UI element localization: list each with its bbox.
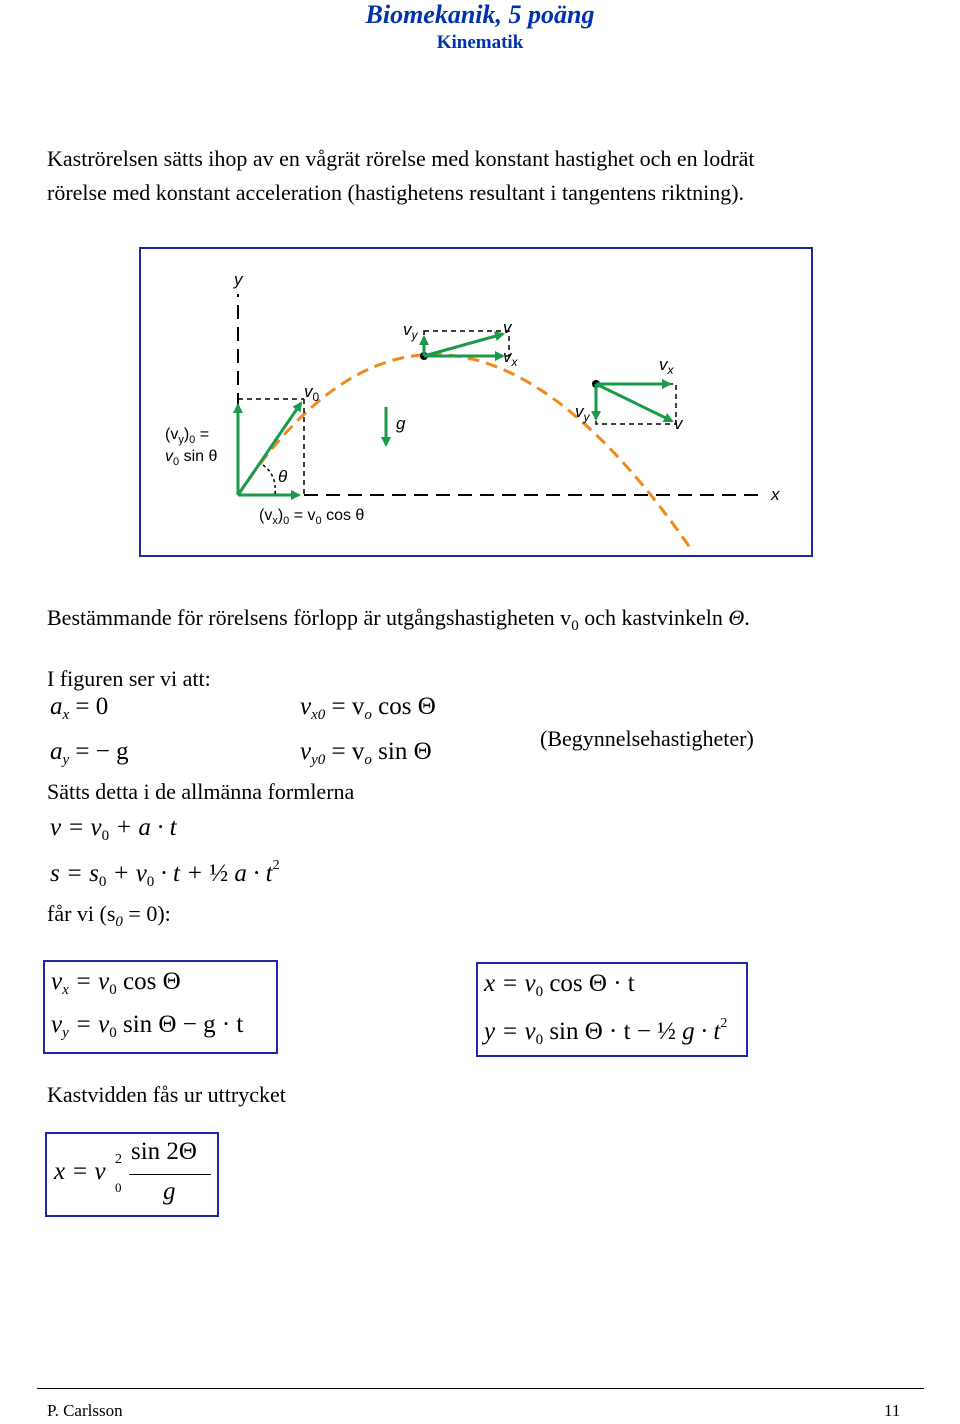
label-top-vx: $v_x$ xyxy=(503,347,518,369)
eq-ay: $a_y$ = − g xyxy=(50,738,129,768)
eq-ax: $a_x = 0$ xyxy=(50,693,109,723)
footer-rule xyxy=(37,1388,924,1389)
range-numerator: sin 2Θ xyxy=(131,1138,197,1165)
range-denominator: g xyxy=(163,1178,176,1205)
right-v-arrow xyxy=(596,384,672,421)
range-box xyxy=(45,1132,219,1217)
statement-end: . xyxy=(744,605,750,630)
intro-line-2: rörelse med konstant acceleration (hastighetens resultant i tangentens riktning). xyxy=(47,180,745,205)
eq-vx: $v_x = v_0$ cos Θ xyxy=(51,968,181,998)
velocity-box xyxy=(43,960,278,1054)
eq-vx0: $v_{x0} = v_o$ cos Θ xyxy=(300,693,436,723)
label-theta: θ xyxy=(278,467,288,486)
projectile-diagram xyxy=(141,249,811,555)
initial-velocity-note: (Begynnelsehastigheter) xyxy=(540,726,754,751)
projectile-figure xyxy=(139,247,813,557)
v0-arrow xyxy=(238,403,301,495)
label-g: g xyxy=(396,414,406,433)
statement-text2: och kastvinkeln xyxy=(578,605,729,630)
range-fraction-bar xyxy=(129,1174,211,1175)
range-sub: 0 xyxy=(115,1180,122,1195)
statement-sub: 0 xyxy=(571,618,579,634)
label-right-vx: $v_x$ xyxy=(659,355,674,377)
eq-vy: $v_y = v_0$ sin Θ − g · t xyxy=(51,1011,244,1041)
theta-arc xyxy=(263,465,275,495)
label-vx0: $(v_x)_0 = v_0$ cos θ xyxy=(259,507,365,527)
intro-paragraph xyxy=(47,142,754,210)
range-sup: 2 xyxy=(115,1152,122,1167)
label-v0: $v_0$ xyxy=(304,382,320,404)
document-subtitle: Kinematik xyxy=(436,32,524,53)
footer-author: P. Carlsson xyxy=(47,1401,123,1420)
figure-intro: I figuren ser vi att: xyxy=(47,666,211,691)
intro-line-1: Kaströrelsen sätts ihop av en vågrät rörelse med konstant hastighet och en lodrät xyxy=(47,146,755,171)
label-top-vy: $v_y$ xyxy=(403,320,418,342)
top-v-arrow xyxy=(424,334,503,356)
page-number: 11 xyxy=(884,1401,901,1420)
eq-vy0: $v_{y0} = v_o$ sin Θ xyxy=(300,738,432,768)
range-intro: Kastvidden fås ur uttrycket xyxy=(47,1082,286,1107)
general-intro: Sätts detta i de allmänna formlerna xyxy=(47,779,355,804)
statement-text: Bestämmande för rörelsens förlopp är utgångshastigheten v xyxy=(47,605,572,630)
label-vy0-line1: $(v_y)_0$ = xyxy=(165,426,210,446)
label-vy0-line2: $v_0$ sin θ xyxy=(165,448,218,468)
label-right-v: v xyxy=(674,414,683,433)
eq-position-general: $s = s_0 + v_0 \cdot t$ + ½ $a \cdot t^2$ xyxy=(50,858,280,890)
eq-y: $y = v_0$ sin Θ · t − ½ $g \cdot t^2$ xyxy=(484,1016,728,1048)
position-box xyxy=(476,962,748,1057)
result-intro: får vi $(s_0 = 0)$: xyxy=(47,901,171,930)
document-title: Biomekanik, 5 poäng xyxy=(365,0,595,29)
label-top-v: v xyxy=(503,318,512,337)
statement-theta: Θ xyxy=(728,605,745,630)
range-lhs: x = v xyxy=(54,1158,106,1185)
label-x-axis: x xyxy=(771,485,780,504)
label-y-axis: y xyxy=(234,270,243,289)
label-right-vy: $v_y$ xyxy=(575,402,590,424)
eq-x: $x = v_0$ cos Θ · t xyxy=(484,970,635,1000)
eq-velocity-general: $v = v_0 + a \cdot t$ xyxy=(50,814,177,844)
statement-line xyxy=(47,601,750,643)
